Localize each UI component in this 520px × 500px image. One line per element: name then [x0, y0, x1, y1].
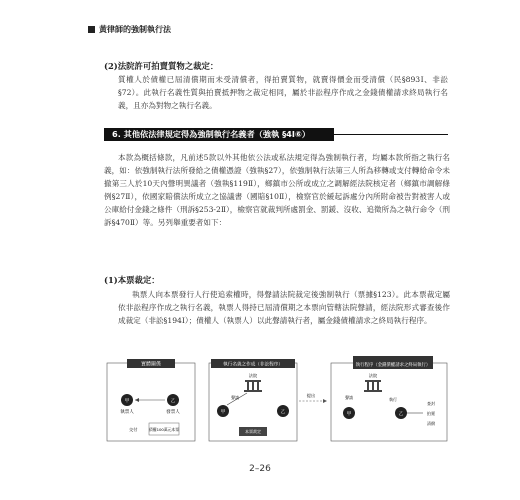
svg-text:乙: 乙 — [398, 412, 404, 417]
svg-text:執行: 執行 — [389, 397, 397, 402]
box1-right-role: 發票人 — [166, 410, 180, 415]
box1-note: 債權100萬元本票 — [148, 427, 180, 432]
section-6-title: 6. 其他依法律規定得為強制執行名義者（強執 §4Ⅰ⑥） — [112, 129, 311, 139]
diagram-svg — [105, 355, 450, 445]
section-2-body: 質權人於債權已屆清償期而未受清償者，得拍賣質物，就賣得價金而受清償（民§893Ⅰ、非訟§72）。此執行名義性質與拍賣抵押物之裁定相同，屬於非訟程序作成之金錢債權請求終局執行名義，且亦為對物之執行名義。 — [118, 75, 448, 110]
running-header — [88, 24, 171, 35]
box1-title: 實體關係 — [140, 361, 162, 368]
subsection-1-title: (1)本票裁定： — [104, 275, 160, 285]
section-2-title: (2)法院許可拍賣質物之裁定： — [104, 61, 219, 71]
svg-text:拍賣: 拍賣 — [427, 411, 435, 416]
svg-text:聲請: 聲請 — [345, 395, 353, 400]
box1-left-role: 執票人 — [120, 410, 134, 415]
section-6-rule — [334, 134, 448, 135]
diagram-box-1 — [107, 359, 195, 441]
box1-bottom-left: 交付 — [129, 427, 138, 432]
procedure-diagram — [105, 355, 450, 445]
svg-text:清償: 清償 — [427, 421, 435, 426]
header-title: 黃律師的強制執行法 — [99, 25, 171, 34]
diagram-arrow-label: 提出 — [306, 393, 316, 398]
court-icon — [245, 380, 261, 382]
box3-title: 執行程序（金錢債權請求之終局執行） — [355, 363, 431, 368]
diagram-box-2 — [209, 359, 297, 441]
box2-bottom: 本票裁定 — [245, 429, 261, 434]
diagram-box-3 — [331, 356, 447, 441]
svg-text:甲: 甲 — [124, 399, 130, 404]
svg-text:甲: 甲 — [220, 410, 226, 415]
subsection-1-body: 執票人向本票發行人行使追索權時，得聲請法院裁定後強制執行（票據§123）。此本票裁定屬依非訟程序作成之執行名義，執票人得持已屆清償期之本票向管轄法院聲請，經法院形式審查後作成裁定（非訟§194Ⅰ）；債權人（執票人）以此聲請執行者，屬金錢債權請求之終局執行程序。 — [118, 290, 450, 325]
svg-text:查封: 查封 — [427, 401, 435, 406]
section-6-heading — [104, 128, 334, 141]
svg-text:聲請: 聲請 — [231, 395, 239, 400]
page-number: 2–26 — [249, 464, 271, 474]
svg-text:法院: 法院 — [368, 373, 378, 378]
court-icon-2 — [365, 380, 381, 382]
svg-text:法院: 法院 — [248, 373, 258, 378]
svg-text:甲: 甲 — [346, 412, 352, 417]
svg-text:乙: 乙 — [280, 410, 286, 415]
svg-text:乙: 乙 — [170, 399, 176, 404]
box2-title: 執行名義之作成（非訟程序） — [223, 362, 283, 368]
section-6-body: 本款為概括條款，凡前述5款以外其他依公法或私法規定得為強制執行者，均屬本款所指之執行名義，如：依強制執行法所發給之債權憑證（強執§27），依強制執行法第三人所為移轉或支付轉給命令未撤第三人於10天內聲明異議者（強執§119Ⅱ），鄉鎮市公所或成立之調解經法院核定者（鄉鎮市調解條例§27Ⅱ），依國家賠償法所成立之協議書（國賠§10Ⅱ），檢察官於緩起訴處分內所附命被告對被害人或公庫給付金錢之條件（刑訴§253-2Ⅱ），檢察官就裁判所處罰金、罰鍰、沒收、追徵所為之執行命令（刑訴§470Ⅱ）等。另列舉重要者如下： — [104, 153, 450, 227]
header-square-icon — [88, 26, 95, 33]
